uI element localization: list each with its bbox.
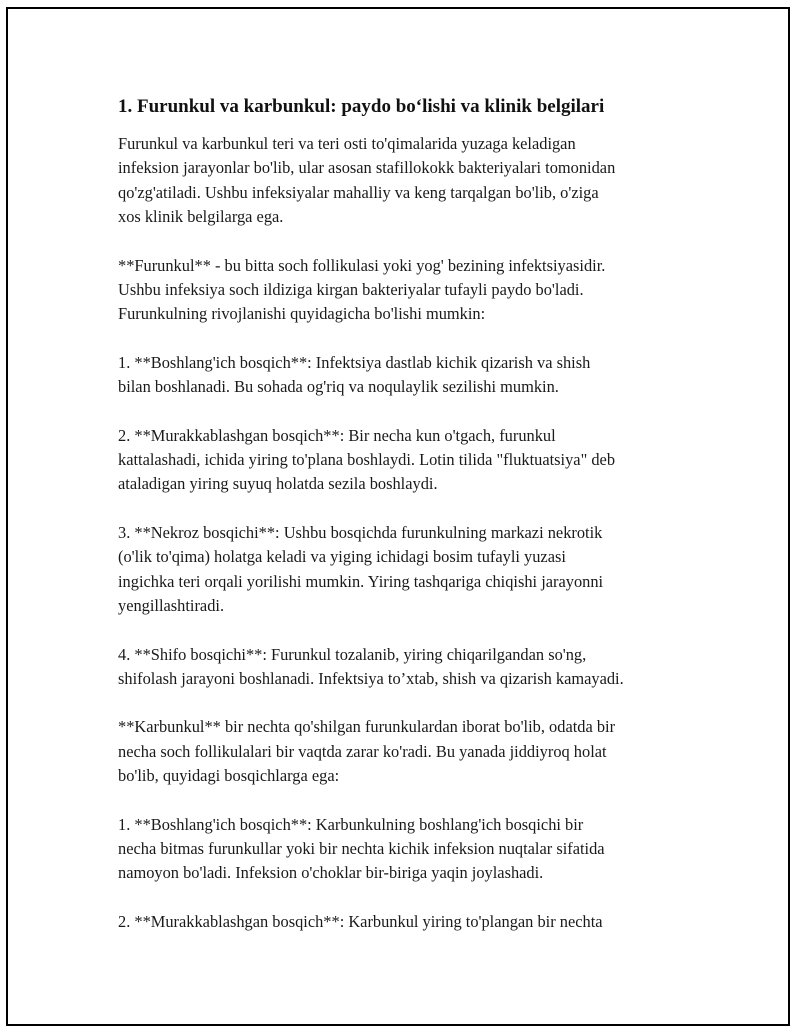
paragraph-karbunkul-stage-2: 2. **Murakkablashgan bosqich**: Karbunkul yiring to'plangan bir nechta: [118, 911, 603, 931]
paragraph-furunkul-stage-3: 3. **Nekroz bosqichi**: Ushbu bosqichda furunkulning markazi nekrotik (o'lik to'qima) holatga keladi va yiging ichidagi bosim tufayli yuzasi ingichka teri orqali yorilishi mumkin. Yiring tashqariga chiqishi jarayonni yengillashtiradi.: [118, 522, 604, 616]
paragraph-furunkul-stage-1: 1. **Boshlang'ich bosqich**: Infektsiya dastlab kichik qizarish va shish bilan boshlanadi. Bu sohada og'riq va noqulaylik sezilishi mumkin.: [118, 352, 591, 397]
paragraph-furunkul-stage-2: 2. **Murakkablashgan bosqich**: Bir necha kun o'tgach, furunkul kattalashadi, ichida yiring to'plana boshlaydi. Lotin tilida "fluktuatsiya" deb ataladigan yiring suyuq holatda sezila boshlaydi.: [118, 425, 616, 494]
paragraph-intro: Furunkul va karbunkul teri va teri osti to'qimalarida yuzaga keladigan infeksion jarayonlar bo'lib, ular asosan stafillokokk bakteriyalari tomonidan qo'zg'atiladi. Ushbu infeksiyalar mahalliy va keng tarqalgan bo'lib, o'ziga xos klinik belgilarga ega.: [118, 134, 616, 227]
paragraph-furunkul-definition: **Furunkul** - bu bitta soch follikulasi yoki yog' bezining infektsiyasidir. Ushbu infeksiya soch ildiziga kirgan bakteriyalar tufayli paydo bo'ladi. Furunkulning rivojlanishi quyidagicha bo'lishi mumkin:: [118, 255, 606, 324]
paragraph-karbunkul-stage-1: 1. **Boshlang'ich bosqich**: Karbunkulning boshlang'ich bosqichi bir necha bitmas furunkullar yoki bir nechta kichik infeksion nuqtalar sifatida namoyon bo'ladi. Infeksion o'choklar bir-biriga yaqin joylashadi.: [118, 814, 605, 883]
document-title: 1. Furunkul va karbunkul: paydo bo‘lishi va klinik belgilari: [118, 96, 605, 117]
paragraph-karbunkul-definition: **Karbunkul** bir nechta qo'shilgan furunkulardan iborat bo'lib, odatda bir necha soch follikulalari bir vaqtda zarar ko'radi. Bu yanada jiddiyroq holat bo'lib, quyidagi bosqichlarga ega:: [118, 717, 616, 786]
paragraph-furunkul-stage-4: 4. **Shifo bosqichi**: Furunkul tozalanib, yiring chiqarilgandan so'ng, shifolash jarayoni boshlanadi. Infektsiya to’xtab, shish va qizarish kamayadi.: [118, 644, 624, 688]
document-body: [118, 94, 688, 958]
